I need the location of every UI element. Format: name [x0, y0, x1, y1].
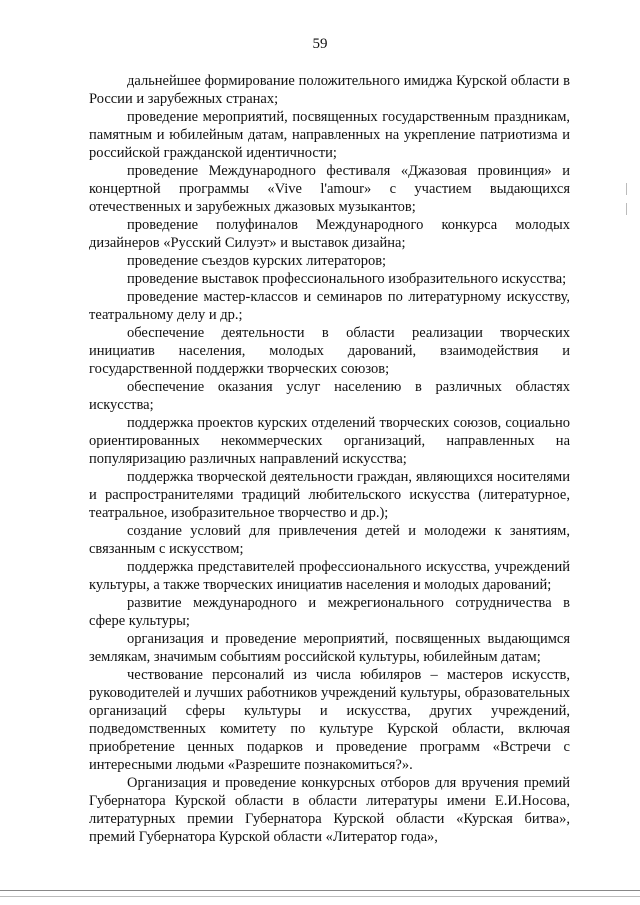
scan-edge-mark	[626, 203, 627, 215]
paragraph: проведение мастер-классов и семинаров по литературному искусству, театральному делу и др.;	[89, 289, 570, 323]
paragraph: развитие международного и межрегионального сотрудничества в сфере культуры;	[89, 595, 570, 629]
body-text	[89, 72, 570, 846]
paragraph: проведение полуфиналов Международного конкурса молодых дизайнеров «Русский Силуэт» и выставок дизайна;	[89, 217, 570, 251]
paragraph: дальнейшее формирование положительного имиджа Курской области в России и зарубежных странах;	[89, 73, 570, 107]
paragraph: проведение выставок профессионального изобразительного искусства;	[127, 271, 567, 287]
paragraph: обеспечение оказания услуг населению в различных областях искусства;	[89, 379, 570, 413]
page-number: 59	[312, 36, 328, 52]
paragraph: поддержка творческой деятельности граждан, являющихся носителями и распространителями традиций любительского искусства (литературное, театральное, изобразительное творчество и др.);	[89, 469, 570, 521]
paragraph: поддержка проектов курских отделений творческих союзов, социально ориентированных некоммерческих организаций, направленных на популяризацию различных направлений искусства;	[89, 415, 570, 467]
paragraph: Организация и проведение конкурсных отборов для вручения премий Губернатора Курской области в области литературы имени Е.И.Носова, литературных премии Губернатора Курской области «Курская битва», премий Губернатора Курской области «Литератор года»,	[89, 775, 570, 845]
paragraph: проведение Международного фестиваля «Джазовая провинция» и концертной программы «Vive l'amour» с участием выдающихся отечественных и зарубежных джазовых музыкантов;	[89, 163, 570, 215]
paragraph: проведение съездов курских литераторов;	[127, 253, 387, 269]
paragraph: чествование персоналий из числа юбиляров – мастеров искусств, руководителей и лучших работников учреждений культуры, образовательных организаций сферы культуры и искусства, других учреждений, подведомственных комитету по культуре Курской области, включая приобретение ценных подарков и проведение программ «Встречи с интересными людьми «Разрешите познакомиться?».	[89, 667, 570, 773]
paragraph: организация и проведение мероприятий, посвященных выдающимся землякам, значимым событиям российской культуры, юбилейным датам;	[89, 631, 570, 665]
paragraph: обеспечение деятельности в области реализации творческих инициатив населения, молодых дарований, взаимодействия и государственной поддержки творческих союзов;	[89, 325, 570, 377]
paragraph: поддержка представителей профессионального искусства, учреждений культуры, а также творческих инициатив населения и молодых дарований;	[89, 559, 570, 593]
scan-bottom-edge	[0, 896, 640, 897]
scan-bottom-edge	[0, 890, 640, 891]
paragraph: создание условий для привлечения детей и молодежи к занятиям, связанным с искусством;	[89, 523, 570, 557]
paragraph: проведение мероприятий, посвященных государственным праздникам, памятным и юбилейным датам, направленных на укрепление патриотизма и российской гражданской идентичности;	[89, 109, 570, 161]
scan-edge-mark	[626, 183, 627, 195]
